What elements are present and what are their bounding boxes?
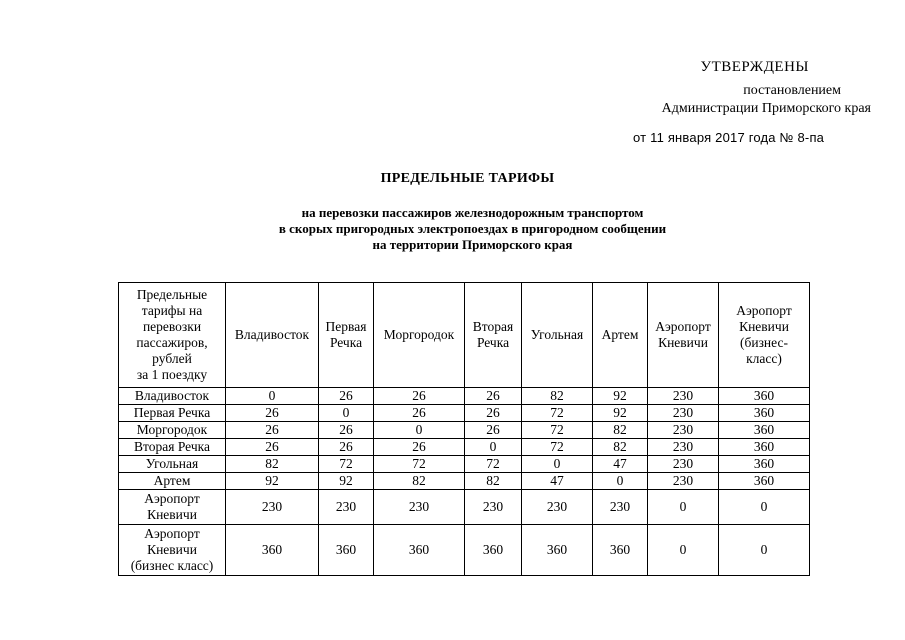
tariff-cell: 26 [465,422,522,439]
tariff-cell: 72 [522,405,593,422]
tariff-cell: 230 [648,439,719,456]
tariff-cell: 230 [374,490,465,525]
row-label-line: Кневичи [147,542,197,557]
tariff-cell: 72 [465,456,522,473]
row-label-line: Моргородок [136,422,208,437]
header-line: Владивосток [234,327,310,342]
approval-line-1: постановлением [743,83,841,98]
tariff-cell: 0 [593,473,648,490]
table-header-row [119,283,810,388]
tariff-cell: 82 [593,439,648,456]
tariff-cell: 0 [719,525,810,576]
tariff-cell: 0 [648,490,719,525]
header-line: Речка [329,335,363,350]
tariff-cell: 0 [465,439,522,456]
tariff-cell: 82 [522,388,593,405]
header-line: Вторая [472,319,514,334]
row-label-line: Угольная [145,456,199,471]
tariff-cell: 26 [374,439,465,456]
tariff-cell: 360 [465,525,522,576]
tariff-cell: 47 [593,456,648,473]
row-label [119,490,226,525]
column-header [465,283,522,388]
table-row [119,439,810,456]
subtitle-line: на территории Приморского края [372,237,573,252]
tariff-cell: 230 [593,490,648,525]
row-label [119,388,226,405]
tariff-cell: 360 [719,405,810,422]
tariff-cell: 360 [319,525,374,576]
row-label-line: Вторая Речка [134,439,210,454]
header-line: Моргородок [383,327,455,342]
approval-block [611,58,871,118]
tariff-cell: 26 [226,439,319,456]
tariff-cell: 92 [319,473,374,490]
column-header [374,283,465,388]
table-row [119,405,810,422]
table-row [119,388,810,405]
tariff-cell: 92 [226,473,319,490]
header-line: Кневичи [658,335,708,350]
row-label-line: Первая Речка [133,405,211,420]
corner-line: Предельные [136,287,208,302]
corner-line: за 1 поездку [136,367,208,382]
subtitle-line: на перевозки пассажиров железнодорожным транспортом [301,205,644,220]
row-label-line: (бизнес класс) [130,558,214,573]
row-label-line: Кневичи [147,507,197,522]
tariff-cell: 0 [226,388,319,405]
tariff-cell: 360 [719,473,810,490]
tariff-table [118,282,810,576]
corner-line: перевозки [142,319,202,334]
corner-line: пассажиров, [136,335,208,350]
tariff-cell: 26 [319,422,374,439]
header-line: Речка [476,335,510,350]
corner-header [119,283,226,388]
tariff-cell: 0 [719,490,810,525]
tariff-cell: 230 [522,490,593,525]
tariff-cell: 230 [465,490,522,525]
tariff-cell: 72 [522,422,593,439]
tariff-cell: 0 [648,525,719,576]
column-header [719,283,810,388]
tariff-cell: 360 [719,456,810,473]
corner-line: рублей [152,351,192,366]
row-label [119,405,226,422]
row-label [119,473,226,490]
tariff-cell: 360 [522,525,593,576]
header-line: Первая [325,319,367,334]
table-row [119,456,810,473]
tariff-cell: 26 [319,388,374,405]
column-header [522,283,593,388]
header-line: класс) [746,351,782,366]
header-line: Угольная [530,327,584,342]
document-subtitle [0,205,905,253]
tariff-cell: 72 [374,456,465,473]
row-label-line: Артем [153,473,191,488]
tariff-cell: 360 [719,422,810,439]
tariff-cell: 72 [319,456,374,473]
tariff-cell: 82 [226,456,319,473]
tariff-cell: 26 [465,405,522,422]
tariff-cell: 0 [522,456,593,473]
table-body [119,388,810,576]
tariff-cell: 82 [374,473,465,490]
header-line: Кневичи [739,319,789,334]
tariff-cell: 230 [648,388,719,405]
tariff-cell: 26 [319,439,374,456]
column-header [226,283,319,388]
header-line: Аэропорт [736,303,792,318]
tariff-cell: 230 [648,456,719,473]
tariff-cell: 360 [719,439,810,456]
tariff-cell: 360 [226,525,319,576]
row-label [119,456,226,473]
column-header [319,283,374,388]
column-header [593,283,648,388]
row-label [119,439,226,456]
tariff-cell: 230 [648,422,719,439]
approval-title: УТВЕРЖДЕНЫ [700,59,809,75]
tariff-cell: 82 [465,473,522,490]
table-row [119,525,810,576]
tariff-cell: 92 [593,405,648,422]
header-line: (бизнес- [740,335,788,350]
row-label-line: Аэропорт [144,526,200,541]
tariff-cell: 92 [593,388,648,405]
table-row [119,422,810,439]
row-label [119,525,226,576]
decree-reference: от 11 января 2017 года № 8-па [633,130,825,145]
table-row [119,490,810,525]
approval-line-2: Администрации Приморского края [661,101,871,116]
column-header [648,283,719,388]
subtitle-line: в скорых пригородных электропоездах в пригородном сообщении [278,221,667,236]
tariff-cell: 230 [226,490,319,525]
tariff-cell: 26 [374,405,465,422]
tariff-cell: 26 [226,405,319,422]
tariff-cell: 47 [522,473,593,490]
tariff-cell: 0 [319,405,374,422]
row-label [119,422,226,439]
document-title: ПРЕДЕЛЬНЫЕ ТАРИФЫ [380,171,555,186]
tariff-cell: 230 [648,405,719,422]
row-label-line: Аэропорт [144,491,200,506]
corner-line: тарифы на [141,303,203,318]
tariff-cell: 26 [374,388,465,405]
tariff-cell: 26 [226,422,319,439]
tariff-cell: 230 [648,473,719,490]
tariff-cell: 360 [374,525,465,576]
row-label-line: Владивосток [134,388,210,403]
header-line: Артем [601,327,639,342]
tariff-cell: 360 [719,388,810,405]
tariff-cell: 26 [465,388,522,405]
tariff-cell: 82 [593,422,648,439]
tariff-cell: 0 [374,422,465,439]
tariff-cell: 72 [522,439,593,456]
tariff-cell: 230 [319,490,374,525]
table-row [119,473,810,490]
tariff-cell: 360 [593,525,648,576]
header-line: Аэропорт [655,319,711,334]
